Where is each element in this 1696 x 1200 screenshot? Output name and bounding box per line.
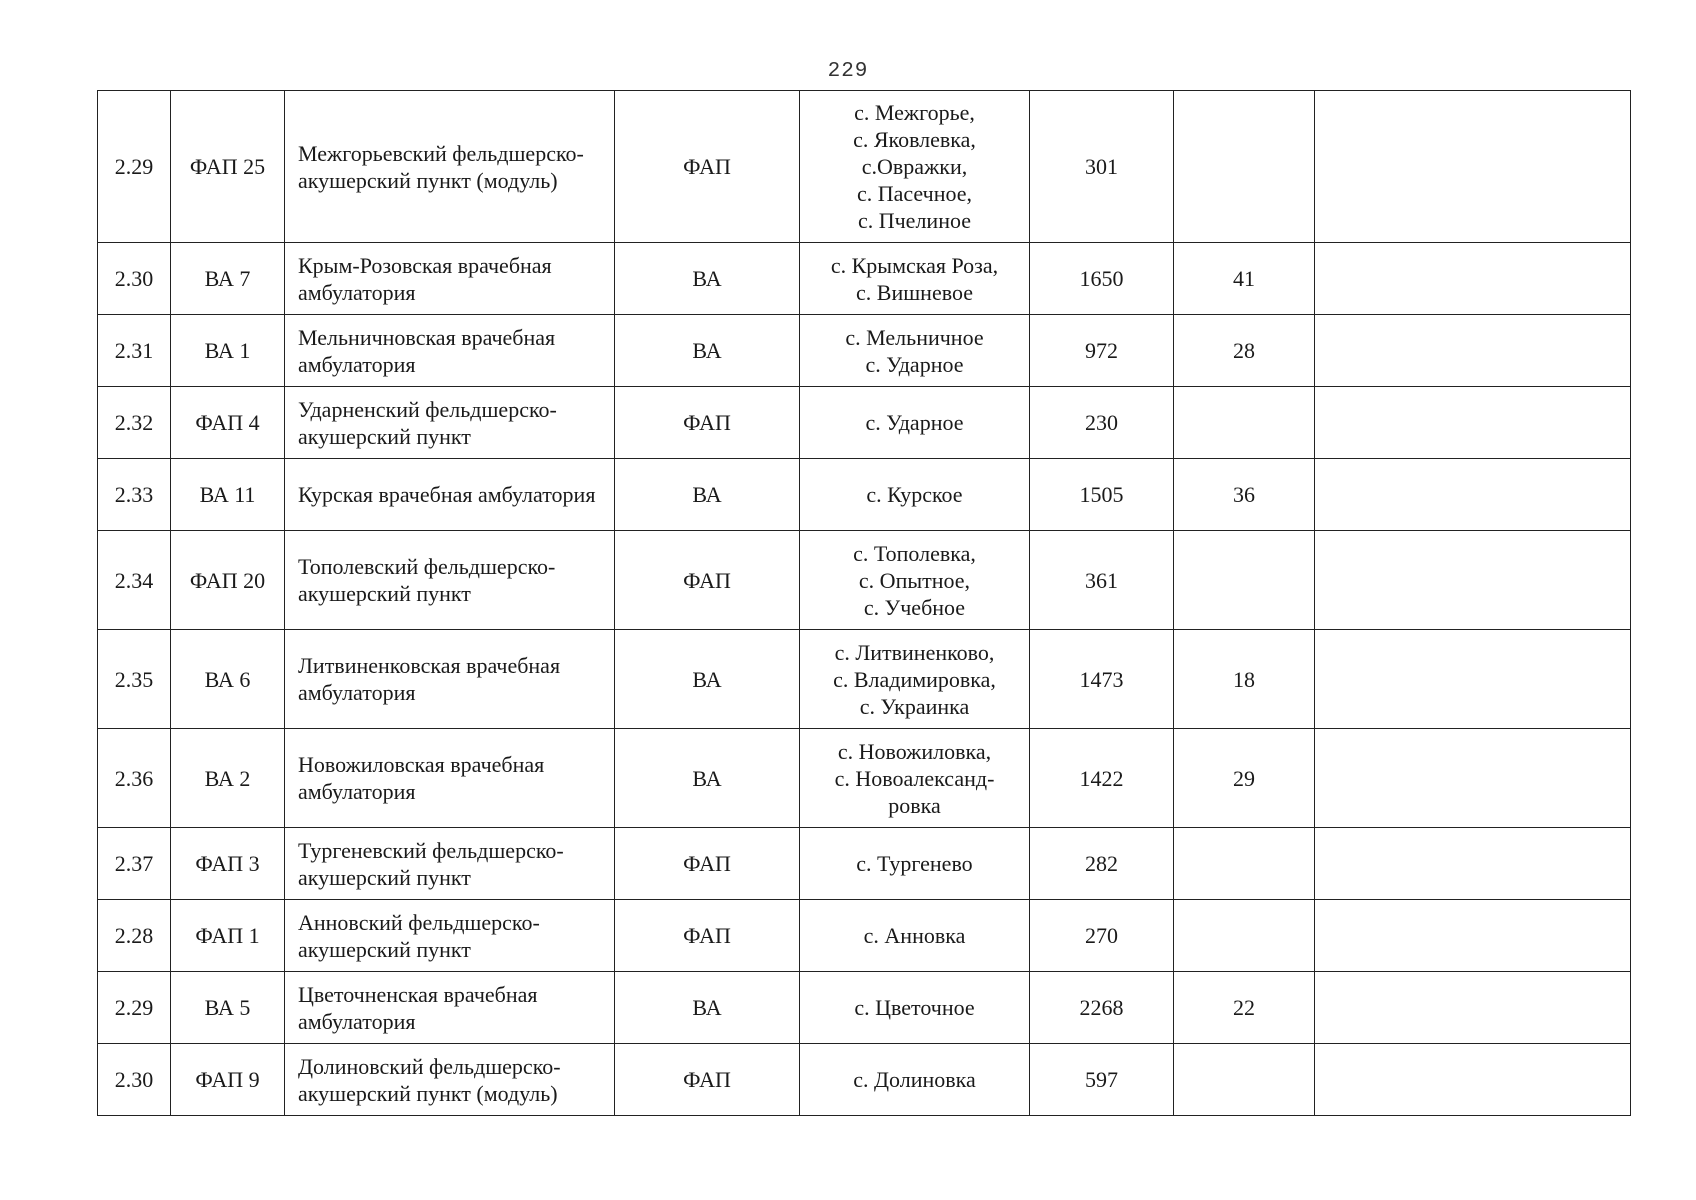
- facility-name: Долиновский фельдшерско-акушерский пункт (модуль): [285, 1044, 615, 1116]
- population: 230: [1030, 387, 1174, 459]
- table-row: [98, 91, 1631, 243]
- table-row: [98, 459, 1631, 531]
- served-localities: с. Тополевка, с. Опытное, с. Учебное: [800, 531, 1030, 630]
- facility-code: ФАП 4: [171, 387, 285, 459]
- served-localities: с. Ударное: [800, 387, 1030, 459]
- facility-name: Крым-Розовская врачебная амбулатория: [285, 243, 615, 315]
- facility-name: Новожиловская врачебная амбулатория: [285, 729, 615, 828]
- served-localities: с. Мельничное с. Ударное: [800, 315, 1030, 387]
- served-localities: с. Цветочное: [800, 972, 1030, 1044]
- table-row: [98, 387, 1631, 459]
- facility-name: Мельничновская врачебная амбулатория: [285, 315, 615, 387]
- population: 1422: [1030, 729, 1174, 828]
- column-7-value: [1174, 91, 1315, 243]
- population: 301: [1030, 91, 1174, 243]
- column-8-value: [1315, 459, 1631, 531]
- column-8-value: [1315, 972, 1631, 1044]
- column-8-value: [1315, 828, 1631, 900]
- row-number: 2.37: [98, 828, 171, 900]
- facility-type: ФАП: [615, 91, 800, 243]
- facility-name: Анновский фельдшерско-акушерский пункт: [285, 900, 615, 972]
- row-number: 2.31: [98, 315, 171, 387]
- column-7-value: [1174, 387, 1315, 459]
- facility-code: ФАП 3: [171, 828, 285, 900]
- table-row: [98, 1044, 1631, 1116]
- population: 972: [1030, 315, 1174, 387]
- column-8-value: [1315, 729, 1631, 828]
- row-number: 2.30: [98, 243, 171, 315]
- table-row: [98, 828, 1631, 900]
- served-localities: с. Новожиловка, с. Новоалександ- ровка: [800, 729, 1030, 828]
- table-row: [98, 900, 1631, 972]
- facility-code: ФАП 9: [171, 1044, 285, 1116]
- page-number: 229: [827, 60, 869, 83]
- facilities-table: [97, 90, 1631, 1116]
- table-row: [98, 972, 1631, 1044]
- table-row: [98, 315, 1631, 387]
- facility-code: ФАП 25: [171, 91, 285, 243]
- population: 2268: [1030, 972, 1174, 1044]
- facility-type: ФАП: [615, 531, 800, 630]
- column-7-value: [1174, 828, 1315, 900]
- served-localities: с. Литвиненково, с. Владимировка, с. Украинка: [800, 630, 1030, 729]
- column-8-value: [1315, 1044, 1631, 1116]
- facility-type: ВА: [615, 243, 800, 315]
- column-8-value: [1315, 315, 1631, 387]
- served-localities: с. Курское: [800, 459, 1030, 531]
- population: 270: [1030, 900, 1174, 972]
- column-7-value: [1174, 1044, 1315, 1116]
- column-7-value: 36: [1174, 459, 1315, 531]
- column-7-value: [1174, 900, 1315, 972]
- row-number: 2.28: [98, 900, 171, 972]
- facility-type: ФАП: [615, 1044, 800, 1116]
- facility-type: ФАП: [615, 900, 800, 972]
- served-localities: с. Межгорье, с. Яковлевка, с.Овражки, с. Пасечное, с. Пчелиное: [800, 91, 1030, 243]
- facility-type: ВА: [615, 315, 800, 387]
- population: 1473: [1030, 630, 1174, 729]
- facility-name: Тополевский фельдшерско-акушерский пункт: [285, 531, 615, 630]
- population: 282: [1030, 828, 1174, 900]
- served-localities: с. Анновка: [800, 900, 1030, 972]
- facility-code: ВА 11: [171, 459, 285, 531]
- facility-code: ВА 6: [171, 630, 285, 729]
- facility-code: ВА 2: [171, 729, 285, 828]
- column-7-value: [1174, 531, 1315, 630]
- row-number: 2.36: [98, 729, 171, 828]
- table-row: [98, 243, 1631, 315]
- column-7-value: 41: [1174, 243, 1315, 315]
- table-row: [98, 531, 1631, 630]
- facility-type: ВА: [615, 459, 800, 531]
- column-7-value: 29: [1174, 729, 1315, 828]
- column-8-value: [1315, 531, 1631, 630]
- facility-name: Курская врачебная амбулатория: [285, 459, 615, 531]
- facility-name: Ударненский фельдшерско-акушерский пункт: [285, 387, 615, 459]
- facility-type: ВА: [615, 630, 800, 729]
- facility-code: ВА 7: [171, 243, 285, 315]
- population: 597: [1030, 1044, 1174, 1116]
- row-number: 2.34: [98, 531, 171, 630]
- row-number: 2.35: [98, 630, 171, 729]
- facility-name: Межгорьевский фельдшерско- акушерский пункт (модуль): [285, 91, 615, 243]
- population: 1650: [1030, 243, 1174, 315]
- row-number: 2.30: [98, 1044, 171, 1116]
- population: 361: [1030, 531, 1174, 630]
- facility-type: ВА: [615, 972, 800, 1044]
- facility-name: Тургеневский фельдшерско-акушерский пункт: [285, 828, 615, 900]
- facility-code: ВА 1: [171, 315, 285, 387]
- facility-type: ФАП: [615, 387, 800, 459]
- column-7-value: 22: [1174, 972, 1315, 1044]
- facility-type: ВА: [615, 729, 800, 828]
- served-localities: с. Долиновка: [800, 1044, 1030, 1116]
- column-7-value: 18: [1174, 630, 1315, 729]
- column-8-value: [1315, 243, 1631, 315]
- facility-code: ФАП 1: [171, 900, 285, 972]
- column-8-value: [1315, 387, 1631, 459]
- row-number: 2.33: [98, 459, 171, 531]
- facility-type: ФАП: [615, 828, 800, 900]
- column-8-value: [1315, 91, 1631, 243]
- table-row: [98, 729, 1631, 828]
- column-8-value: [1315, 630, 1631, 729]
- served-localities: с. Крымская Роза, с. Вишневое: [800, 243, 1030, 315]
- row-number: 2.29: [98, 972, 171, 1044]
- row-number: 2.32: [98, 387, 171, 459]
- table-row: [98, 630, 1631, 729]
- row-number: 2.29: [98, 91, 171, 243]
- facility-code: ВА 5: [171, 972, 285, 1044]
- served-localities: с. Тургенево: [800, 828, 1030, 900]
- column-8-value: [1315, 900, 1631, 972]
- column-7-value: 28: [1174, 315, 1315, 387]
- facility-name: Литвиненковская врачебная амбулатория: [285, 630, 615, 729]
- population: 1505: [1030, 459, 1174, 531]
- facility-name: Цветочненская врачебная амбулатория: [285, 972, 615, 1044]
- facility-code: ФАП 20: [171, 531, 285, 630]
